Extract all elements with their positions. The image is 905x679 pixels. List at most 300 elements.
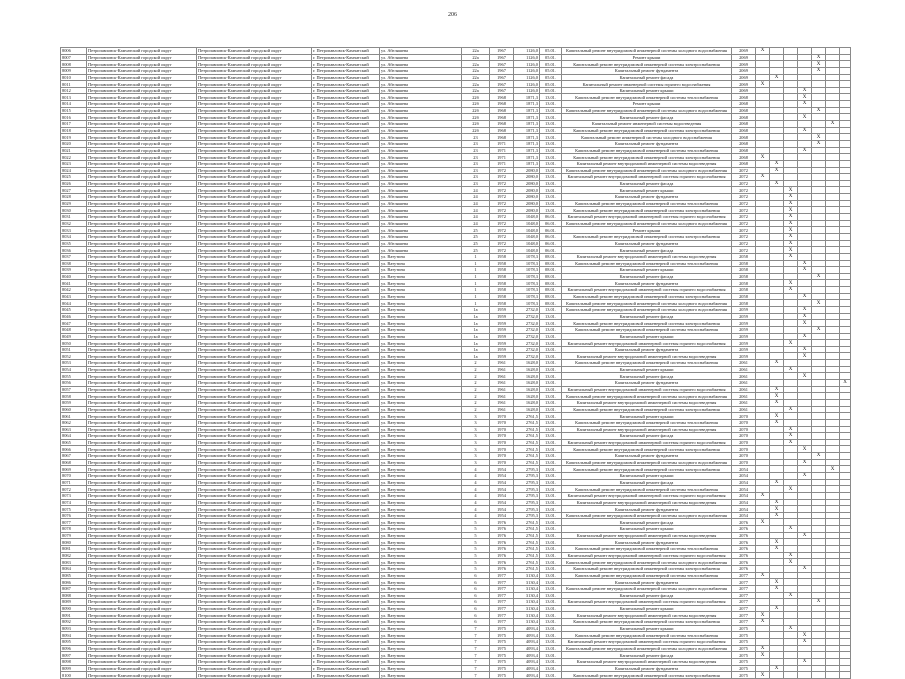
street-cell: ул. Ватутина xyxy=(380,645,462,652)
period-mark-cell xyxy=(826,399,840,406)
district-cell: Петропавловск-Камчатский городской округ xyxy=(87,492,197,499)
row-number: 8079 xyxy=(61,532,87,539)
period-mark-cell: X xyxy=(756,619,770,626)
period-mark-cell xyxy=(798,393,812,400)
plan-year-cell: 2068 xyxy=(732,114,756,121)
code-cell: 13.01. xyxy=(540,592,562,599)
period-mark-cell xyxy=(784,419,798,426)
area-cell: 2732,0 xyxy=(514,340,540,347)
settlement-cell: Петропавловск-Камчатский городской округ xyxy=(197,340,312,347)
house-cell: 5 xyxy=(462,539,490,546)
period-mark-cell xyxy=(812,473,826,480)
locality-cell: г. Петропавловск-Камчатский xyxy=(312,253,380,260)
year-cell: 1968 xyxy=(490,121,514,128)
table-row xyxy=(61,180,851,187)
plan-year-cell: 2059 xyxy=(732,353,756,360)
code-cell: 13.01. xyxy=(540,473,562,480)
year-cell: 1961 xyxy=(490,373,514,380)
period-mark-cell xyxy=(826,74,840,81)
house-cell: 1 xyxy=(462,280,490,287)
period-mark-cell xyxy=(812,121,826,128)
street-cell: ул. Ватутина xyxy=(380,479,462,486)
code-cell: 13.01. xyxy=(540,565,562,572)
street-cell: ул. Абеляшева xyxy=(380,147,462,154)
period-mark-cell xyxy=(756,167,770,174)
table-row xyxy=(61,54,851,61)
plan-year-cell: 2072 xyxy=(732,247,756,254)
street-cell: ул. Ватутина xyxy=(380,512,462,519)
plan-year-cell: 2068 xyxy=(732,107,756,114)
period-mark-cell xyxy=(784,386,798,393)
street-cell: ул. Ватутина xyxy=(380,599,462,606)
period-mark-cell xyxy=(756,605,770,612)
code-cell: 13.01. xyxy=(540,585,562,592)
period-mark-cell: X xyxy=(756,572,770,579)
period-mark-cell xyxy=(826,134,840,141)
period-mark-cell xyxy=(826,459,840,466)
period-mark-cell xyxy=(784,81,798,88)
period-mark-cell xyxy=(812,526,826,533)
area-cell: 1048,0 xyxy=(514,240,540,247)
period-mark-cell xyxy=(812,233,826,240)
settlement-cell: Петропавловск-Камчатский городской округ xyxy=(197,672,312,679)
row-number: 8057 xyxy=(61,386,87,393)
plan-year-cell: 2069 xyxy=(732,74,756,81)
table-row xyxy=(61,48,851,55)
code-cell: 05.01. xyxy=(540,87,562,94)
period-mark-cell xyxy=(826,267,840,274)
period-mark-cell: X xyxy=(784,592,798,599)
area-cell: 4093,4 xyxy=(514,639,540,646)
row-number: 8042 xyxy=(61,287,87,294)
period-mark-cell xyxy=(770,433,784,440)
period-mark-cell xyxy=(826,539,840,546)
period-mark-cell xyxy=(826,519,840,526)
period-mark-cell xyxy=(812,167,826,174)
work-type-cell: Капитальный ремонт внутридомовой инженерной системы горячего водоснабжения xyxy=(562,599,732,606)
house-cell: 6 xyxy=(462,579,490,586)
plan-year-cell: 2068 xyxy=(732,94,756,101)
code-cell: 13.01. xyxy=(540,519,562,526)
period-mark-cell xyxy=(840,393,851,400)
district-cell: Петропавловск-Камчатский городской округ xyxy=(87,612,197,619)
period-mark-cell: X xyxy=(798,127,812,134)
street-cell: ул. Ватутина xyxy=(380,320,462,327)
year-cell: 1959 xyxy=(490,320,514,327)
period-mark-cell xyxy=(770,94,784,101)
year-cell: 1970 xyxy=(490,413,514,420)
locality-cell: г. Петропавловск-Камчатский xyxy=(312,48,380,55)
period-mark-cell: X xyxy=(812,300,826,307)
district-cell: Петропавловск-Камчатский городской округ xyxy=(87,645,197,652)
period-mark-cell xyxy=(812,406,826,413)
period-mark-cell xyxy=(812,74,826,81)
locality-cell: г. Петропавловск-Камчатский xyxy=(312,353,380,360)
period-mark-cell xyxy=(826,214,840,221)
area-cell: 4093,4 xyxy=(514,632,540,639)
year-cell: 1954 xyxy=(490,499,514,506)
district-cell: Петропавловск-Камчатский городской округ xyxy=(87,380,197,387)
code-cell: 13.01. xyxy=(540,466,562,473)
period-mark-cell xyxy=(826,592,840,599)
row-number: 8078 xyxy=(61,526,87,533)
table-row xyxy=(61,466,851,473)
plan-year-cell: 2061 xyxy=(732,386,756,393)
period-mark-cell xyxy=(812,260,826,267)
house-cell: 2 xyxy=(462,366,490,373)
work-type-cell: Капитальный ремонт внутридомовой инженерной системы электроснабжения xyxy=(562,466,732,473)
period-mark-cell xyxy=(798,492,812,499)
table-row xyxy=(61,267,851,274)
plan-year-cell: 2077 xyxy=(732,579,756,586)
period-mark-cell xyxy=(770,453,784,460)
code-cell: 13.01. xyxy=(540,320,562,327)
period-mark-cell xyxy=(826,200,840,207)
plan-year-cell: 2076 xyxy=(732,539,756,546)
code-cell: 13.01. xyxy=(540,426,562,433)
period-mark-cell: X xyxy=(784,426,798,433)
table-row xyxy=(61,572,851,579)
table-row xyxy=(61,114,851,121)
locality-cell: г. Петропавловск-Камчатский xyxy=(312,214,380,221)
work-type-cell: Ремонт крыши xyxy=(562,54,732,61)
table-row xyxy=(61,101,851,108)
house-cell: 2 xyxy=(462,393,490,400)
locality-cell: г. Петропавловск-Камчатский xyxy=(312,306,380,313)
house-cell: 25 xyxy=(462,233,490,240)
code-cell: 05.01. xyxy=(540,48,562,55)
street-cell: ул. Абеляшева xyxy=(380,48,462,55)
year-cell: 1970 xyxy=(490,459,514,466)
locality-cell: г. Петропавловск-Камчатский xyxy=(312,526,380,533)
period-mark-cell: X xyxy=(756,645,770,652)
period-mark-cell xyxy=(840,107,851,114)
period-mark-cell xyxy=(840,519,851,526)
period-mark-cell: X xyxy=(784,406,798,413)
row-number: 8086 xyxy=(61,579,87,586)
street-cell: ул. Ватутина xyxy=(380,632,462,639)
period-mark-cell xyxy=(826,453,840,460)
row-number: 8034 xyxy=(61,233,87,240)
period-mark-cell xyxy=(812,247,826,254)
code-cell: 06.01. xyxy=(540,233,562,240)
plan-year-cell: 2077 xyxy=(732,605,756,612)
locality-cell: г. Петропавловск-Камчатский xyxy=(312,287,380,294)
period-mark-cell xyxy=(798,200,812,207)
locality-cell: г. Петропавловск-Камчатский xyxy=(312,247,380,254)
period-mark-cell xyxy=(840,247,851,254)
district-cell: Петропавловск-Камчатский городской округ xyxy=(87,585,197,592)
street-cell: ул. Абеляшева xyxy=(380,134,462,141)
work-type-cell: Капитальный ремонт внутридомовой инженерной системы холодного водоснабжения xyxy=(562,559,732,566)
period-mark-cell xyxy=(826,605,840,612)
period-mark-cell xyxy=(840,280,851,287)
district-cell: Петропавловск-Камчатский городской округ xyxy=(87,419,197,426)
area-cell: 4093,4 xyxy=(514,665,540,672)
house-cell: 1а xyxy=(462,340,490,347)
period-mark-cell xyxy=(770,466,784,473)
period-mark-cell: X xyxy=(770,393,784,400)
year-cell: 1971 xyxy=(490,160,514,167)
period-mark-cell xyxy=(840,473,851,480)
district-cell: Петропавловск-Камчатский городской округ xyxy=(87,506,197,513)
period-mark-cell xyxy=(826,625,840,632)
period-mark-cell xyxy=(756,386,770,393)
row-number: 8041 xyxy=(61,280,87,287)
district-cell: Петропавловск-Камчатский городской округ xyxy=(87,565,197,572)
street-cell: ул. Абеляшева xyxy=(380,207,462,214)
period-mark-cell xyxy=(784,54,798,61)
street-cell: ул. Ватутина xyxy=(380,532,462,539)
house-cell: 7 xyxy=(462,672,490,679)
district-cell: Петропавловск-Камчатский городской округ xyxy=(87,121,197,128)
table-row xyxy=(61,619,851,626)
table-row xyxy=(61,559,851,566)
street-cell: ул. Абеляшева xyxy=(380,240,462,247)
plan-year-cell: 2072 xyxy=(732,220,756,227)
period-mark-cell: X xyxy=(798,373,812,380)
period-mark-cell xyxy=(826,107,840,114)
period-mark-cell xyxy=(770,253,784,260)
plan-year-cell: 2072 xyxy=(732,207,756,214)
settlement-cell: Петропавловск-Камчатский городской округ xyxy=(197,652,312,659)
locality-cell: г. Петропавловск-Камчатский xyxy=(312,572,380,579)
code-cell: 13.01. xyxy=(540,433,562,440)
period-mark-cell xyxy=(826,492,840,499)
period-mark-cell xyxy=(770,492,784,499)
period-mark-cell: X xyxy=(798,639,812,646)
row-number: 8090 xyxy=(61,605,87,612)
house-cell: 7 xyxy=(462,665,490,672)
period-mark-cell: X xyxy=(798,267,812,274)
district-cell: Петропавловск-Камчатский городской округ xyxy=(87,572,197,579)
period-mark-cell xyxy=(798,287,812,294)
work-type-cell: Капитальный ремонт внутридомовой инженерной системы холодного водоснабжения xyxy=(562,393,732,400)
plan-year-cell: 2072 xyxy=(732,240,756,247)
street-cell: ул. Абеляшева xyxy=(380,200,462,207)
work-type-cell: Капитальный ремонт фундамента xyxy=(562,579,732,586)
work-type-cell: Капитальный ремонт крыши xyxy=(562,526,732,533)
plan-year-cell: 2070 xyxy=(732,459,756,466)
plan-year-cell: 2077 xyxy=(732,619,756,626)
period-mark-cell xyxy=(840,267,851,274)
work-type-cell: Ремонт крыши xyxy=(562,227,732,234)
year-cell: 1971 xyxy=(490,147,514,154)
year-cell: 1958 xyxy=(490,300,514,307)
period-mark-cell: X xyxy=(798,353,812,360)
street-cell: ул. Ватутина xyxy=(380,658,462,665)
settlement-cell: Петропавловск-Камчатский городской округ xyxy=(197,107,312,114)
area-cell: 1628,0 xyxy=(514,360,540,367)
area-cell: 2761,5 xyxy=(514,519,540,526)
settlement-cell: Петропавловск-Камчатский городской округ xyxy=(197,280,312,287)
period-mark-cell xyxy=(770,519,784,526)
settlement-cell: Петропавловск-Камчатский городской округ xyxy=(197,313,312,320)
area-cell: 2795,3 xyxy=(514,466,540,473)
settlement-cell: Петропавловск-Камчатский городской округ xyxy=(197,127,312,134)
table-row xyxy=(61,652,851,659)
year-cell: 1975 xyxy=(490,645,514,652)
plan-year-cell: 2058 xyxy=(732,260,756,267)
period-mark-cell xyxy=(770,187,784,194)
period-mark-cell xyxy=(826,532,840,539)
period-mark-cell xyxy=(756,134,770,141)
row-number: 8023 xyxy=(61,160,87,167)
house-cell: 23 xyxy=(462,180,490,187)
district-cell: Петропавловск-Камчатский городской округ xyxy=(87,499,197,506)
period-mark-cell xyxy=(784,346,798,353)
row-number: 8076 xyxy=(61,512,87,519)
code-cell: 13.01. xyxy=(540,101,562,108)
district-cell: Петропавловск-Камчатский городской округ xyxy=(87,48,197,55)
year-cell: 1976 xyxy=(490,565,514,572)
period-mark-cell: X xyxy=(826,466,840,473)
year-cell: 1968 xyxy=(490,134,514,141)
plan-year-cell: 2061 xyxy=(732,380,756,387)
period-mark-cell xyxy=(812,672,826,679)
period-mark-cell: X xyxy=(756,48,770,55)
work-type-cell: Капитальный ремонт внутридомовой инженерной системы горячего водоснабжения xyxy=(562,214,732,221)
code-cell: 13.01. xyxy=(540,406,562,413)
district-cell: Петропавловск-Камчатский городской округ xyxy=(87,532,197,539)
period-mark-cell xyxy=(770,174,784,181)
period-mark-cell xyxy=(756,220,770,227)
house-cell: 23 xyxy=(462,174,490,181)
table-row xyxy=(61,127,851,134)
locality-cell: г. Петропавловск-Камчатский xyxy=(312,121,380,128)
period-mark-cell xyxy=(756,233,770,240)
work-type-cell: Капитальный ремонт внутридомовой инженерной системы теплоснабжения xyxy=(562,546,732,553)
work-type-cell: Капитальный ремонт внутридомовой инженерной системы водоотведения xyxy=(562,353,732,360)
plan-year-cell: 2061 xyxy=(732,373,756,380)
period-mark-cell xyxy=(826,273,840,280)
house-cell: 6 xyxy=(462,599,490,606)
period-mark-cell xyxy=(840,413,851,420)
table-row xyxy=(61,552,851,559)
plan-year-cell: 2076 xyxy=(732,532,756,539)
code-cell: 13.01. xyxy=(540,140,562,147)
code-cell: 08.01. xyxy=(540,287,562,294)
row-number: 8010 xyxy=(61,74,87,81)
code-cell: 13.01. xyxy=(540,552,562,559)
row-number: 8012 xyxy=(61,87,87,94)
period-mark-cell xyxy=(812,552,826,559)
table-row xyxy=(61,565,851,572)
period-mark-cell xyxy=(826,572,840,579)
period-mark-cell xyxy=(826,227,840,234)
street-cell: ул. Ватутина xyxy=(380,353,462,360)
period-mark-cell xyxy=(770,280,784,287)
period-mark-cell xyxy=(798,67,812,74)
table-row xyxy=(61,386,851,393)
work-type-cell: Капитальный ремонт крыши xyxy=(562,413,732,420)
street-cell: ул. Ватутина xyxy=(380,340,462,347)
work-type-cell: Капитальный ремонт внутридомовой инженерной системы горячего водоснабжения xyxy=(562,639,732,646)
house-cell: 4 xyxy=(462,466,490,473)
period-mark-cell xyxy=(756,121,770,128)
plan-year-cell: 2059 xyxy=(732,346,756,353)
period-mark-cell xyxy=(798,599,812,606)
house-cell: 6 xyxy=(462,572,490,579)
table-row xyxy=(61,140,851,147)
period-mark-cell xyxy=(756,473,770,480)
period-mark-cell xyxy=(840,121,851,128)
house-cell: 3 xyxy=(462,439,490,446)
house-cell: 1 xyxy=(462,253,490,260)
period-mark-cell xyxy=(770,293,784,300)
work-type-cell: Капитальный ремонт внутридомовой инженерной системы теплоснабжения xyxy=(562,486,732,493)
period-mark-cell xyxy=(826,546,840,553)
period-mark-cell xyxy=(784,453,798,460)
settlement-cell: Петропавловск-Камчатский городской округ xyxy=(197,579,312,586)
settlement-cell: Петропавловск-Камчатский городской округ xyxy=(197,459,312,466)
period-mark-cell xyxy=(756,360,770,367)
locality-cell: г. Петропавловск-Камчатский xyxy=(312,81,380,88)
period-mark-cell xyxy=(756,439,770,446)
settlement-cell: Петропавловск-Камчатский городской округ xyxy=(197,174,312,181)
house-cell: 1 xyxy=(462,260,490,267)
settlement-cell: Петропавловск-Камчатский городской округ xyxy=(197,619,312,626)
period-mark-cell xyxy=(770,446,784,453)
period-mark-cell xyxy=(812,366,826,373)
period-mark-cell xyxy=(826,672,840,679)
period-mark-cell xyxy=(756,61,770,68)
period-mark-cell xyxy=(756,565,770,572)
settlement-cell: Петропавловск-Камчатский городской округ xyxy=(197,273,312,280)
district-cell: Петропавловск-Камчатский городской округ xyxy=(87,260,197,267)
year-cell: 1959 xyxy=(490,313,514,320)
house-cell: 1а xyxy=(462,320,490,327)
house-cell: 6 xyxy=(462,592,490,599)
period-mark-cell xyxy=(770,652,784,659)
house-cell: 24 xyxy=(462,187,490,194)
locality-cell: г. Петропавловск-Камчатский xyxy=(312,645,380,652)
settlement-cell: Петропавловск-Камчатский городской округ xyxy=(197,287,312,294)
work-type-cell: Капитальный ремонт внутридомовой инженерной системы теплоснабжения xyxy=(562,326,732,333)
house-cell: 5 xyxy=(462,532,490,539)
period-mark-cell: X xyxy=(784,207,798,214)
period-mark-cell xyxy=(812,419,826,426)
settlement-cell: Петропавловск-Камчатский городской округ xyxy=(197,154,312,161)
row-number: 8048 xyxy=(61,326,87,333)
locality-cell: г. Петропавловск-Камчатский xyxy=(312,652,380,659)
period-mark-cell xyxy=(840,605,851,612)
area-cell: 2761,5 xyxy=(514,539,540,546)
street-cell: ул. Абеляшева xyxy=(380,227,462,234)
period-mark-cell xyxy=(798,220,812,227)
work-type-cell: Капитальный ремонт внутридомовой инженерной системы водоотведения xyxy=(562,612,732,619)
locality-cell: г. Петропавловск-Камчатский xyxy=(312,267,380,274)
locality-cell: г. Петропавловск-Камчатский xyxy=(312,486,380,493)
work-type-cell: Капитальный ремонт фундамента xyxy=(562,665,732,672)
code-cell: 13.01. xyxy=(540,453,562,460)
locality-cell: г. Петропавловск-Камчатский xyxy=(312,160,380,167)
table-row xyxy=(61,333,851,340)
period-mark-cell xyxy=(826,512,840,519)
period-mark-cell xyxy=(784,114,798,121)
period-mark-cell: X xyxy=(784,200,798,207)
period-mark-cell: X xyxy=(756,81,770,88)
period-mark-cell xyxy=(770,220,784,227)
period-mark-cell xyxy=(826,101,840,108)
period-mark-cell xyxy=(756,346,770,353)
period-mark-cell xyxy=(770,526,784,533)
row-number: 8038 xyxy=(61,260,87,267)
period-mark-cell xyxy=(770,140,784,147)
row-number: 8050 xyxy=(61,340,87,347)
period-mark-cell xyxy=(826,174,840,181)
period-mark-cell: X xyxy=(770,479,784,486)
